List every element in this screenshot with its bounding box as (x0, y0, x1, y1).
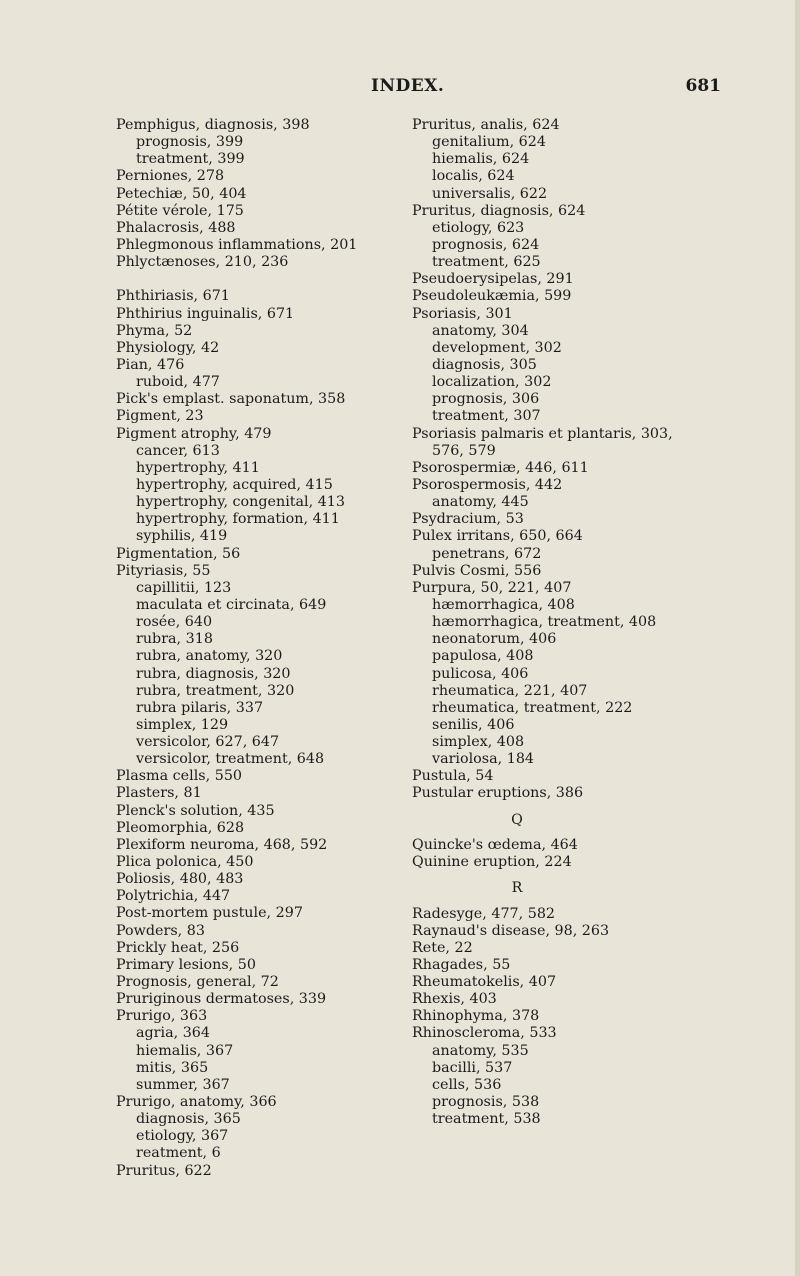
index-subentry: anatomy, 304 (432, 322, 529, 339)
index-entry: Petechiæ, 50, 404 (116, 185, 247, 202)
index-subentry: simplex, 408 (432, 734, 525, 751)
index-subentry: bacilli, 537 (432, 1059, 513, 1076)
index-subentry: hæmorrhagica, 408 (432, 596, 575, 613)
index-subentry: neonatorum, 406 (432, 631, 557, 648)
index-entry: Perniones, 278 (116, 168, 225, 185)
index-entry: Psoriasis, 301 (412, 305, 513, 322)
index-entry: Pigmentation, 56 (116, 545, 241, 562)
index-subentry: hiemalis, 367 (136, 1042, 234, 1059)
index-entry: Pemphigus, diagnosis, 398 (116, 117, 310, 133)
index-subentry: anatomy, 535 (432, 1042, 529, 1059)
index-entry: Plasters, 81 (116, 785, 202, 802)
index-subentry: agria, 364 (136, 1025, 210, 1042)
page-header (0, 76, 800, 100)
index-entry: Pseudoerysipelas, 291 (412, 271, 574, 288)
index-subentry: ruboid, 477 (136, 374, 220, 391)
index-entry: Pétite vérole, 175 (116, 202, 244, 219)
index-entry: Pian, 476 (116, 356, 185, 373)
index-subentry: etiology, 367 (136, 1128, 229, 1145)
index-entry: Phlyctænoses, 210, 236 (116, 254, 289, 271)
index-subentry: 576, 579 (432, 442, 496, 459)
index-entry: Pulex irritans, 650, 664 (412, 528, 583, 545)
page-number: 681 (685, 76, 721, 96)
index-subentry: hæmorrhagica, treatment, 408 (432, 614, 657, 631)
index-entry: Pruritus, diagnosis, 624 (412, 202, 586, 219)
index-entry: Prickly heat, 256 (116, 939, 240, 956)
index-column-left (116, 117, 406, 1180)
index-entry: Rete, 22 (412, 939, 473, 956)
index-entry: Pseudoleukæmia, 599 (412, 288, 572, 305)
index-subentry: localization, 302 (432, 374, 552, 391)
index-subentry: universalis, 622 (432, 185, 548, 202)
index-subentry: rubra, diagnosis, 320 (136, 665, 291, 682)
index-entry: Psoriasis palmaris et plantaris, 303, (412, 425, 673, 442)
index-entry: Phthirius inguinalis, 671 (116, 305, 295, 322)
index-subentry: papulosa, 408 (432, 648, 534, 665)
index-entry: Prognosis, general, 72 (116, 974, 279, 991)
index-entry: Quinine eruption, 224 (412, 854, 572, 871)
index-entry: Plenck's solution, 435 (116, 802, 275, 819)
index-entry: Pigment atrophy, 479 (116, 425, 272, 442)
index-entry: Purpura, 50, 221, 407 (412, 579, 572, 596)
index-subentry: senilis, 406 (432, 716, 515, 733)
index-subentry: treatment, 307 (432, 408, 541, 425)
index-entry: Prurigo, anatomy, 366 (116, 1094, 277, 1111)
index-subentry: hypertrophy, formation, 411 (136, 511, 340, 528)
index-subentry: rosée, 640 (136, 614, 213, 631)
index-subentry: cells, 536 (432, 1076, 502, 1093)
index-entry: Pustula, 54 (412, 768, 494, 785)
index-subentry: hypertrophy, congenital, 413 (136, 494, 345, 511)
index-subentry: rheumatica, 221, 407 (432, 682, 588, 699)
index-subentry: treatment, 399 (136, 151, 245, 168)
index-entry: Pruritus, 622 (116, 1162, 212, 1179)
index-entry: Poliosis, 480, 483 (116, 871, 244, 888)
index-entry: Psydracium, 53 (412, 511, 524, 528)
index-subentry: anatomy, 445 (432, 494, 529, 511)
section-letter-heading: R (511, 880, 523, 897)
index-entry: Pustular eruptions, 386 (412, 785, 584, 802)
index-entry: Pick's emplast. saponatum, 358 (116, 391, 346, 408)
index-entry: Phalacrosis, 488 (116, 219, 236, 236)
index-column-right (412, 117, 752, 1128)
index-subentry: treatment, 625 (432, 254, 541, 271)
index-subentry: versicolor, treatment, 648 (136, 751, 325, 768)
index-subentry: prognosis, 306 (432, 391, 540, 408)
index-entry: Plasma cells, 550 (116, 768, 243, 785)
index-entry: Rhexis, 403 (412, 991, 497, 1008)
index-subentry: hiemalis, 624 (432, 151, 530, 168)
index-entry: Plexiform neuroma, 468, 592 (116, 836, 328, 853)
index-entry: Rhinophyma, 378 (412, 1008, 540, 1025)
index-entry: Pulvis Cosmi, 556 (412, 562, 542, 579)
index-subentry: hypertrophy, 411 (136, 459, 260, 476)
blank-line (116, 271, 406, 288)
index-entry: Phlegmonous inflammations, 201 (116, 236, 358, 253)
index-entry: Plica polonica, 450 (116, 854, 254, 871)
index-entry: Powders, 83 (116, 922, 205, 939)
index-entry: Prurigo, 363 (116, 1008, 208, 1025)
index-subentry: variolosa, 184 (432, 751, 535, 768)
index-entry: Rheumatokelis, 407 (412, 974, 557, 991)
index-subentry: reatment, 6 (136, 1145, 221, 1162)
index-subentry: genitalium, 624 (432, 134, 546, 151)
section-letter-heading: Q (511, 811, 523, 828)
index-entry: Pruriginous dermatoses, 339 (116, 991, 327, 1008)
index-subentry: prognosis, 538 (432, 1094, 540, 1111)
index-subentry: rheumatica, treatment, 222 (432, 699, 633, 716)
index-subentry: etiology, 623 (432, 219, 525, 236)
index-entry: Post-mortem pustule, 297 (116, 905, 303, 922)
index-entry: Phthiriasis, 671 (116, 288, 230, 305)
index-entry: Phyma, 52 (116, 322, 193, 339)
index-entry: Quincke's œdema, 464 (412, 836, 578, 853)
index-subentry: development, 302 (432, 339, 562, 356)
index-subentry: penetrans, 672 (432, 545, 542, 562)
page-edge (795, 0, 800, 1276)
index-subentry: treatment, 538 (432, 1111, 541, 1128)
index-entry: Psorospermosis, 442 (412, 476, 563, 493)
index-subentry: pulicosa, 406 (432, 665, 529, 682)
index-subentry: rubra, treatment, 320 (136, 682, 295, 699)
index-subentry: versicolor, 627, 647 (136, 734, 280, 751)
index-entry: Polytrichia, 447 (116, 888, 231, 905)
index-entry: Primary lesions, 50 (116, 956, 256, 973)
index-entry: Rhinoscleroma, 533 (412, 1025, 557, 1042)
index-subentry: syphilis, 419 (136, 528, 228, 545)
index-entry: Physiology, 42 (116, 339, 220, 356)
index-entry: Pityriasis, 55 (116, 562, 211, 579)
index-entry: Radesyge, 477, 582 (412, 905, 556, 922)
index-subentry: mitis, 365 (136, 1059, 209, 1076)
index-entry: Rhagades, 55 (412, 956, 511, 973)
index-entry: Pruritus, analis, 624 (412, 117, 560, 133)
index-subentry: capillitii, 123 (136, 579, 232, 596)
index-subentry: rubra, anatomy, 320 (136, 648, 283, 665)
index-subentry: cancer, 613 (136, 442, 220, 459)
index-subentry: localis, 624 (432, 168, 515, 185)
index-subentry: summer, 367 (136, 1076, 230, 1093)
index-entry: Raynaud's disease, 98, 263 (412, 922, 610, 939)
index-subentry: prognosis, 399 (136, 134, 244, 151)
index-subentry: diagnosis, 365 (136, 1111, 241, 1128)
index-entry: Pigment, 23 (116, 408, 204, 425)
index-subentry: rubra pilaris, 337 (136, 699, 264, 716)
index-entry: Pleomorphia, 628 (116, 819, 245, 836)
index-entry: Psorospermiæ, 446, 611 (412, 459, 589, 476)
index-subentry: diagnosis, 305 (432, 356, 537, 373)
index-subentry: hypertrophy, acquired, 415 (136, 476, 333, 493)
index-subentry: rubra, 318 (136, 631, 213, 648)
index-subentry: prognosis, 624 (432, 236, 540, 253)
index-subentry: maculata et circinata, 649 (136, 596, 327, 613)
index-subentry: simplex, 129 (136, 716, 229, 733)
page-title: INDEX. (371, 76, 445, 96)
